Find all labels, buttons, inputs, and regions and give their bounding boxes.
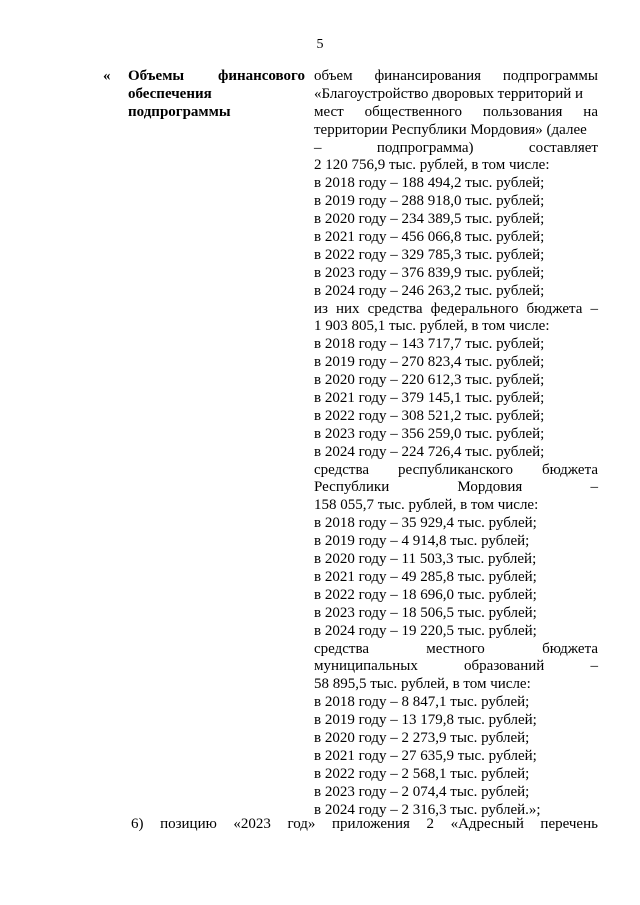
year-line: в 2018 году – 143 717,7 тыс. рублей;: [314, 336, 545, 353]
word: муниципальных: [314, 658, 418, 675]
text-line: «Благоустройство дворовых территорий и: [314, 85, 584, 102]
word: Республики: [314, 479, 390, 496]
word: перечень: [540, 816, 598, 832]
word: средства: [314, 640, 370, 657]
year-line: в 2024 году – 19 220,5 тыс. рублей;: [314, 622, 537, 639]
year-line: в 2024 году – 224 726,4 тыс. рублей;: [314, 443, 545, 460]
year-line: в 2022 году – 18 696,0 тыс. рублей;: [314, 586, 537, 603]
word: позицию: [160, 816, 217, 832]
word: составляет: [528, 139, 598, 156]
federal-budget-line: из них средства федерального бюджета –: [314, 300, 598, 317]
word: мест: [314, 103, 344, 120]
year-line: в 2019 году – 13 179,8 тыс. рублей;: [314, 712, 537, 729]
opening-quote: «: [103, 68, 111, 84]
text-line: [314, 479, 598, 497]
word: –: [590, 658, 598, 675]
heading-line: [128, 68, 305, 86]
heading-line: обеспечения: [128, 85, 212, 102]
year-line: в 2020 году – 11 503,3 тыс. рублей;: [314, 551, 537, 568]
word: 6): [131, 816, 144, 832]
text-line: территории Республики Мордовия» (далее: [314, 121, 587, 138]
year-line: в 2021 году – 27 635,9 тыс. рублей;: [314, 747, 537, 764]
year-line: в 2021 году – 379 145,1 тыс. рублей;: [314, 390, 545, 407]
year-line: в 2020 году – 234 389,5 тыс. рублей;: [314, 211, 545, 228]
word: образований: [464, 658, 545, 675]
year-line: в 2022 году – 2 568,1 тыс. рублей;: [314, 765, 530, 782]
year-line: в 2019 году – 288 918,0 тыс. рублей;: [314, 193, 545, 210]
local-amount-line: 58 895,5 тыс. рублей, в том числе:: [314, 676, 531, 693]
year-line: в 2023 году – 2 074,4 тыс. рублей;: [314, 783, 530, 800]
section-heading: [128, 68, 305, 122]
year-line: в 2018 году – 188 494,2 тыс. рублей;: [314, 175, 545, 192]
word: –: [314, 139, 322, 156]
text-line: [314, 462, 598, 480]
total-amount-line: 2 120 756,9 тыс. рублей, в том числе:: [314, 157, 550, 174]
word: объем: [314, 68, 353, 84]
word: республиканского: [398, 461, 514, 478]
word: средства: [314, 461, 370, 478]
year-line: в 2018 году – 8 847,1 тыс. рублей;: [314, 694, 530, 711]
text-line: [314, 658, 598, 676]
word: пользования: [482, 103, 563, 120]
word: бюджета: [542, 640, 598, 657]
year-line: в 2024 году – 2 316,3 тыс. рублей.»;: [314, 801, 541, 818]
year-line: в 2022 году – 308 521,2 тыс. рублей;: [314, 407, 545, 424]
text-line: [314, 641, 598, 659]
heading-word: Объемы: [128, 68, 185, 84]
heading-word: финансового: [217, 68, 305, 84]
year-line: в 2024 году – 246 263,2 тыс. рублей;: [314, 282, 545, 299]
year-line: в 2019 году – 4 914,8 тыс. рублей;: [314, 533, 530, 550]
text-line: [314, 104, 598, 122]
word: «2023: [233, 816, 271, 832]
word: на: [583, 103, 598, 120]
word: финансирования: [374, 68, 482, 84]
text-line: [314, 68, 598, 86]
list-item-6: [131, 815, 598, 833]
word: «Адресный: [450, 816, 524, 832]
word: местного: [426, 640, 485, 657]
year-line: в 2020 году – 220 612,3 тыс. рублей;: [314, 372, 545, 389]
year-line: в 2021 году – 49 285,8 тыс. рублей;: [314, 568, 537, 585]
word: приложения: [331, 816, 410, 832]
republic-amount-line: 158 055,7 тыс. рублей, в том числе:: [314, 497, 539, 514]
word: общественного: [364, 103, 463, 120]
word: Мордовия: [457, 479, 523, 496]
federal-amount-line: 1 903 805,1 тыс. рублей, в том числе:: [314, 318, 550, 335]
year-line: в 2019 году – 270 823,4 тыс. рублей;: [314, 354, 545, 371]
year-line: в 2023 году – 376 839,9 тыс. рублей;: [314, 264, 545, 281]
year-line: в 2020 году – 2 273,9 тыс. рублей;: [314, 729, 530, 746]
word: –: [590, 479, 598, 496]
funding-description: [314, 68, 598, 819]
year-line: в 2023 году – 18 506,5 тыс. рублей;: [314, 604, 537, 621]
word: подпрограмма): [376, 139, 474, 156]
year-line: в 2022 году – 329 785,3 тыс. рублей;: [314, 246, 545, 263]
word: бюджета: [542, 461, 598, 478]
year-line: в 2021 году – 456 066,8 тыс. рублей;: [314, 229, 545, 246]
heading-line: подпрограммы: [128, 103, 231, 120]
word: подпрограммы: [502, 68, 598, 84]
word: 2: [426, 816, 434, 832]
text-line: [314, 140, 598, 158]
year-line: в 2023 году – 356 259,0 тыс. рублей;: [314, 425, 545, 442]
page-number: 5: [316, 37, 324, 52]
year-line: в 2018 году – 35 929,4 тыс. рублей;: [314, 515, 537, 532]
word: год»: [287, 816, 316, 832]
